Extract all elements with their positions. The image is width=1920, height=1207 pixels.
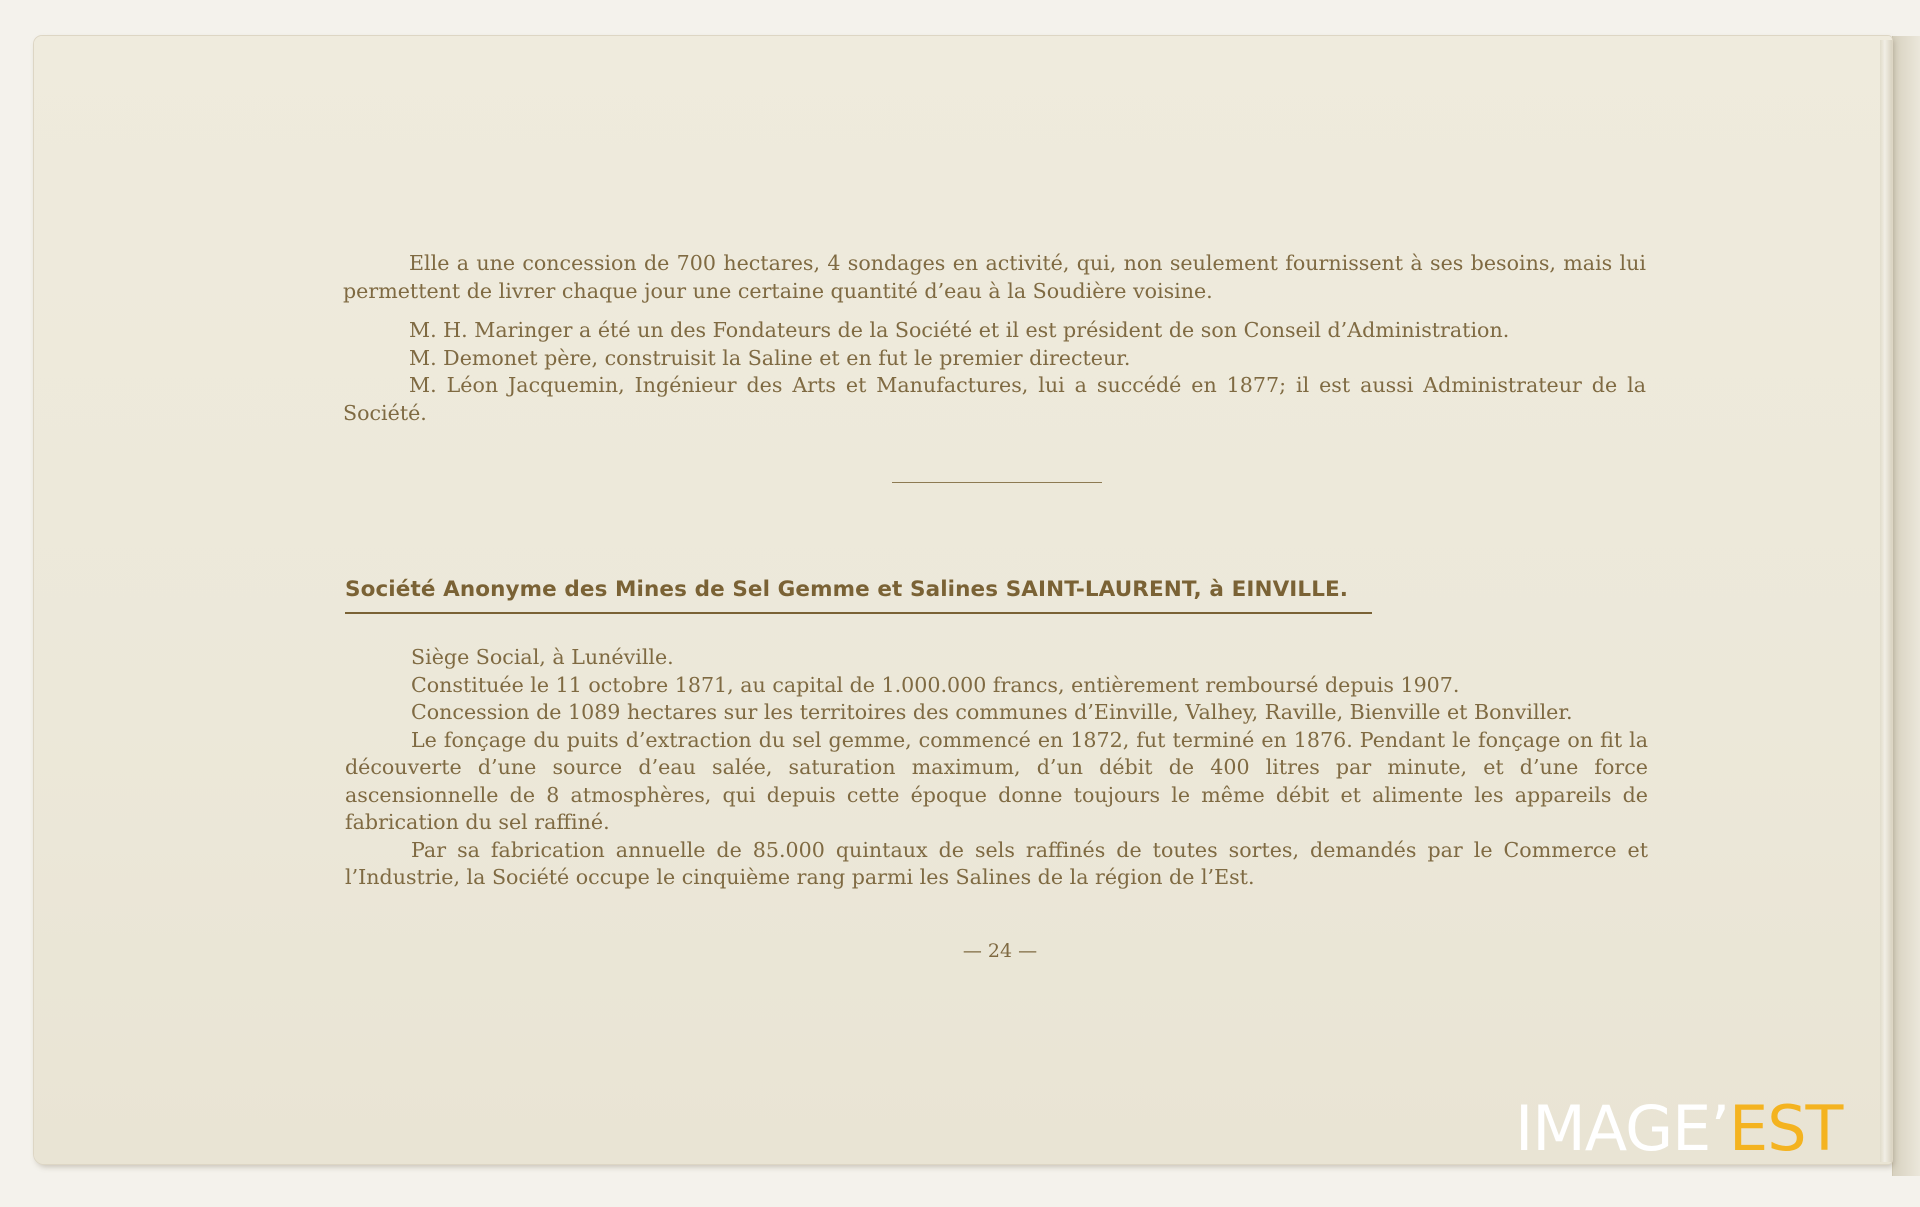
section-text-block bbox=[345, 644, 1648, 892]
watermark-est: EST bbox=[1729, 1092, 1843, 1165]
binding-spine bbox=[1880, 40, 1892, 1162]
page-number: — 24 — bbox=[962, 940, 1038, 962]
paragraph-concession: Elle a une concession de 700 hectares, 4 sondages en activité, qui, non seulement fournissent à ses besoins, mais lui permettent de livrer chaque jour une certaine quantité d’eau à la Soudière voisine. bbox=[343, 251, 1646, 303]
section-heading: Société Anonyme des Mines de Sel Gemme et Salines SAINT-LAURENT, à EINVILLE. bbox=[345, 577, 1349, 602]
watermark-image: IMAGE’ bbox=[1515, 1092, 1730, 1165]
paragraph-successor: M. Léon Jacquemin, Ingénieur des Arts et Manufactures, lui a succédé en 1877; il est aussi Administrateur de la Société. bbox=[343, 373, 1646, 425]
paragraph-seat: Siège Social, à Lunéville. bbox=[411, 645, 674, 669]
paragraph-shaft: Le fonçage du puits d’extraction du sel gemme, commencé en 1872, fut terminé en 1876. Pendant le fonçage on fit la découverte d’une source d’eau salée, saturation maximum, d’un débit de 400 litres par minute, et d’une force ascensionnelle de 8 atmosphères, qui depuis cette époque donne toujours le même débit et alimente les appareils de fabrication du sel raffiné. bbox=[345, 727, 1648, 834]
next-page-edge bbox=[1892, 36, 1920, 1176]
image-est-watermark bbox=[1515, 1092, 1843, 1165]
paragraph-director: M. Demonet père, construisit la Saline et en fut le premier directeur. bbox=[409, 345, 1131, 370]
paragraph-concession-area: Concession de 1089 hectares sur les territoires des communes d’Einville, Valhey, Raville, Bienville et Bonviller. bbox=[411, 700, 1573, 724]
intro-text-block bbox=[343, 250, 1646, 427]
section-divider bbox=[892, 482, 1102, 483]
section-heading-underline bbox=[345, 612, 1372, 614]
paragraph-production: Par sa fabrication annuelle de 85.000 quintaux de sels raffinés de toutes sortes, demandés par le Commerce et l’Industrie, la Société occupe le cinquième rang parmi les Salines de la région de l’Est. bbox=[345, 837, 1648, 889]
paragraph-founder: M. H. Maringer a été un des Fondateurs de la Société et il est président de son Conseil d’Administration. bbox=[409, 318, 1510, 342]
paragraph-founded: Constituée le 11 octobre 1871, au capital de 1.000.000 francs, entièrement remboursé depuis 1907. bbox=[411, 672, 1460, 697]
